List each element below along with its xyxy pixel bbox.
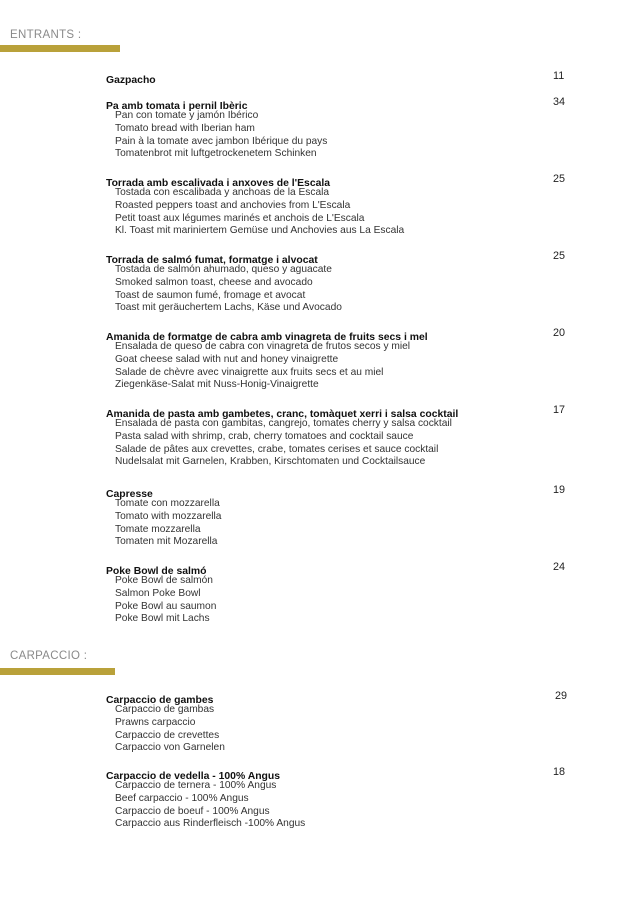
- section-divider-carpaccio: [0, 668, 115, 675]
- item-price: 25: [553, 173, 566, 185]
- item-translation-en: Goat cheese salad with nut and honey vinaigrette: [115, 353, 339, 365]
- item-translation-en: Roasted peppers toast and anchovies from L'Escala: [115, 199, 351, 211]
- item-translation-es: Tostada de salmón ahumado, queso y aguacate: [115, 264, 332, 275]
- item-name: Pa amb tomata i pernil Ibèric: [106, 101, 248, 112]
- item-translation-fr: Salade de chèvre avec vinaigrette aux fruits secs et au miel: [115, 366, 384, 378]
- section-divider-entrants: [0, 45, 120, 52]
- item-translation-en: Beef carpaccio - 100% Angus: [115, 792, 249, 804]
- item-translation-fr: Petit toast aux légumes marinés et anchois de L'Escala: [115, 212, 365, 224]
- item-price: 11: [553, 70, 565, 82]
- item-translation-fr: Tomate mozzarella: [115, 523, 201, 535]
- item-translation-en: Smoked salmon toast, cheese and avocado: [115, 276, 313, 288]
- item-name: Torrada de salmó fumat, formatge i alvocat: [106, 255, 318, 266]
- item-translation-de: Tomaten mit Mozarella: [115, 536, 218, 548]
- item-translation-en: Tomato bread with Iberian ham: [115, 122, 255, 134]
- item-translation-de: Carpaccio aus Rinderfleisch -100% Angus: [115, 818, 306, 830]
- item-translation-fr: Poke Bowl au saumon: [115, 600, 217, 612]
- item-translation-de: Tomatenbrot mit luftgetrockenetem Schinken: [115, 148, 317, 160]
- item-name: Amanida de pasta amb gambetes, cranc, tomàquet xerri i salsa cocktail: [106, 409, 459, 420]
- item-translation-es: Ensalada de queso de cabra con vinagreta de frutos secos y miel: [115, 341, 411, 352]
- item-price: 17: [553, 404, 566, 416]
- menu-item-gazpacho: [106, 70, 568, 84]
- item-price: 19: [553, 484, 566, 496]
- item-translation-fr: Salade de pâtes aux crevettes, crabe, tomates cerises et sauce cocktail: [115, 443, 439, 455]
- item-translation-en: Prawns carpaccio: [115, 716, 196, 728]
- item-price: 24: [553, 561, 566, 573]
- menu-item-poke-bowl: [106, 561, 568, 626]
- item-price: 34: [553, 96, 566, 108]
- item-translation-en: Pasta salad with shrimp, crab, cherry tomatoes and cocktail sauce: [115, 430, 414, 442]
- item-price: 18: [553, 766, 566, 778]
- item-price: 29: [555, 690, 568, 702]
- item-translation-es: Tomate con mozzarella: [115, 498, 220, 509]
- item-translation-de: Kl. Toast mit mariniertem Gemüse und Anchovies aus La Escala: [115, 225, 405, 237]
- item-translation-es: Tostada con escalibada y anchoas de la Escala: [115, 187, 330, 198]
- item-translation-es: Pan con tomate y jamón Ibérico: [115, 110, 259, 121]
- item-translation-de: Nudelsalat mit Garnelen, Krabben, Kirschtomaten und Cocktailsauce: [115, 456, 426, 468]
- item-price: 20: [553, 327, 566, 339]
- item-translation-fr: Pain à la tomate avec jambon Ibérique du pays: [115, 135, 328, 147]
- menu-item-amanida-pasta: [106, 404, 568, 469]
- menu-item-amanida-formatge-cabra: [106, 327, 568, 392]
- item-translation-fr: Carpaccio de crevettes: [115, 729, 220, 741]
- item-name: Carpaccio de gambes: [106, 695, 214, 706]
- menu-item-capresse: [106, 484, 568, 549]
- section-title-carpaccio: CARPACCIO :: [10, 650, 88, 662]
- item-translation-es: Ensalada de pasta con gambitas, cangrejo, tomates cherry y salsa cocktail: [115, 418, 452, 429]
- item-translation-fr: Carpaccio de boeuf - 100% Angus: [115, 805, 270, 817]
- item-translation-en: Tomato with mozzarella: [115, 510, 222, 522]
- item-translation-de: Ziegenkäse-Salat mit Nuss-Honig-Vinaigrette: [115, 379, 319, 391]
- item-translation-es: Carpaccio de ternera - 100% Angus: [115, 780, 277, 791]
- item-translation-en: Salmon Poke Bowl: [115, 587, 201, 599]
- item-name: Poke Bowl de salmó: [106, 566, 207, 577]
- item-price: 25: [553, 250, 566, 262]
- item-translation-de: Carpaccio von Garnelen: [115, 742, 225, 754]
- menu-item-torrada-salmo: [106, 250, 568, 315]
- item-name: Capresse: [106, 489, 153, 500]
- item-translation-fr: Toast de saumon fumé, fromage et avocat: [115, 289, 306, 301]
- item-translation-de: Toast mit geräuchertem Lachs, Käse und Avocado: [115, 302, 342, 314]
- menu-item-carpaccio-gambes: [106, 690, 568, 755]
- item-name: Torrada amb escalivada i anxoves de l'Escala: [106, 178, 331, 189]
- item-translation-es: Carpaccio de gambas: [115, 704, 215, 715]
- item-name: Carpaccio de vedella - 100% Angus: [106, 771, 281, 782]
- item-translation-es: Poke Bowl de salmón: [115, 575, 213, 586]
- menu-item-torrada-escalivada: [106, 173, 568, 238]
- item-name: Gazpacho: [106, 75, 156, 86]
- section-title-entrants: ENTRANTS :: [10, 29, 82, 41]
- menu-item-pa-amb-tomata: [106, 96, 568, 161]
- menu-item-carpaccio-vedella: [106, 766, 568, 831]
- item-name: Amanida de formatge de cabra amb vinagreta de fruits secs i mel: [106, 332, 428, 343]
- item-translation-de: Poke Bowl mit Lachs: [115, 613, 210, 625]
